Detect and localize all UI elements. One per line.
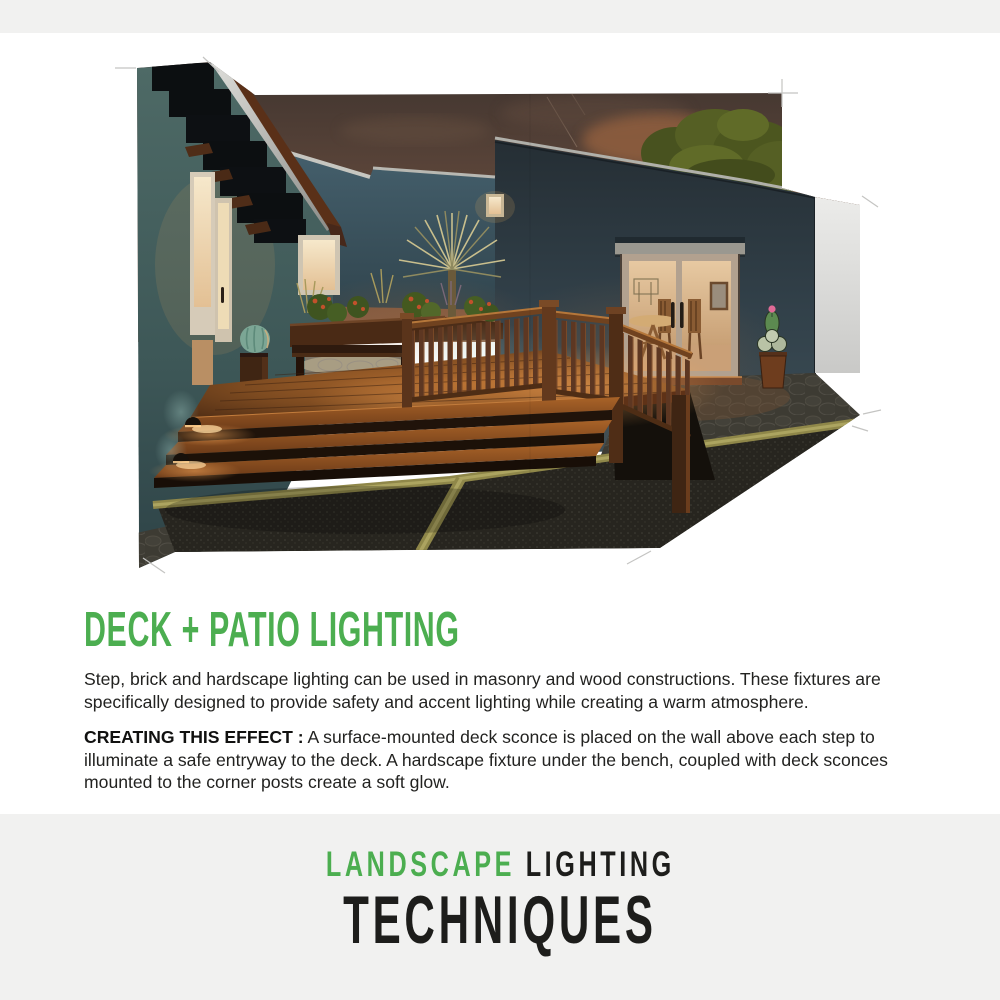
rail-post [402,317,412,413]
night-render-svg [115,55,915,580]
rail-post [609,312,623,463]
door-handle [671,302,675,328]
door-handle [680,302,684,328]
potted-cactus-left [240,325,270,387]
section-heading: DECK + PATIO LIGHTING [84,603,460,657]
effect-label: CREATING THIS EFFECT : [84,727,304,748]
footer-band [0,814,1000,1000]
intro-paragraph: Step, brick and hardscape lighting can be used in masonry and wood constructions. These fixtures are specifically designed to provide safety and accent lighting while creating a warm atmosphere. [84,669,881,712]
effect-paragraph [84,726,922,794]
text-section [84,603,922,794]
door-handle [221,287,224,303]
brand-word-lighting: LIGHTING [525,845,675,884]
brand-word-techniques: TECHNIQUES [343,881,657,958]
brand-word-landscape: LANDSCAPE [325,845,515,884]
cactus-flower [768,305,775,312]
brand-line-1 [0,847,1000,884]
top-gray-band [0,0,1000,33]
small-lit-window [475,191,515,223]
brand-line-2 [0,881,1000,958]
deck-patio-illustration [115,55,915,580]
side-return-wall [815,197,860,373]
middle-window [298,235,340,295]
framed-picture [711,283,727,309]
effect-text: A surface-mounted deck sconce is placed on the wall above each step to illuminate a safe entryway to the deck. A hardscape fixture under the bench, coupled with deck sconces mounted to the corner posts create a soft glow. [84,727,888,793]
